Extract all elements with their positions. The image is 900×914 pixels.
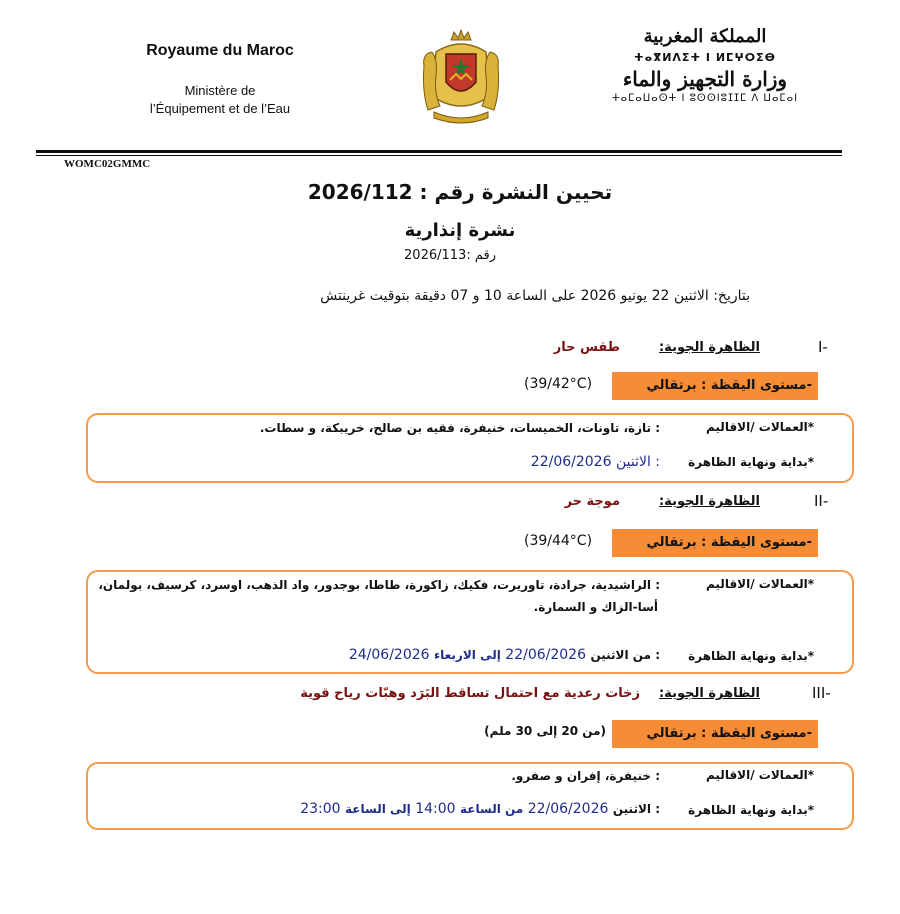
section-3-level-label: -مستوى اليقظة : برتقالي <box>646 726 812 741</box>
header-fr-ministry-line2: l’Équipement et de l’Eau <box>149 101 291 116</box>
section-1-level-box <box>612 372 818 400</box>
bulletin-number: رقم :2026/113 <box>404 248 496 263</box>
header-rule-thin <box>36 155 842 156</box>
section-2-level-box <box>612 529 818 557</box>
section-3-period-prefix: : الاثنين <box>612 802 660 816</box>
bulletin-date: بتاريخ: الاثنين 22 يونيو 2026 على الساعة 10 و 07 دقيقة بتوقيت غرينتش <box>320 288 750 304</box>
section-2-number: II- <box>814 492 829 510</box>
section-3-phenomenon-value: زخات رعدية مع احتمال تساقط البَرَد وهبّات رياح قوية <box>300 686 640 701</box>
section-1-level-label: -مستوى اليقظة : برتقالي <box>646 378 812 393</box>
section-2-level-label: -مستوى اليقظة : برتقالي <box>646 535 812 550</box>
header-ar-ministry: وزارة التجهيز والماء <box>622 67 788 91</box>
section-3-level-box <box>612 720 818 748</box>
section-1-level-value: (39/42°C) <box>524 376 593 392</box>
section-3-prefectures-value: : خنيفرة، إفران و صفرو. <box>511 769 660 783</box>
section-3-period-time1: 14:00 <box>415 801 456 817</box>
header-tifinagh-ministry: ⵜⴰⵎⴰⵡⴰⵙⵜ ⵏ ⵓⵙⵙⵏⵓⵊⵊⵎ ⴷ ⵡⴰⵎⴰⵏ <box>611 93 799 104</box>
bulletin-type-title: نشرة إنذارية <box>404 220 516 241</box>
section-1-prefectures-label: *العمالات /الاقاليم <box>706 420 814 434</box>
section-2-prefectures-value-line1: : الراشيدية، جرادة، تاوريرت، فكيك، زاكورة، طاطا، بوجدور، واد الذهب، اوسرد، كرسيف، بولمان، <box>98 578 660 592</box>
section-2-period-prefix: : من الاثنين <box>590 648 660 662</box>
header-rule-thick <box>36 150 842 153</box>
section-3-period-value <box>300 801 660 817</box>
section-1-phenomenon-label: الظاهرة الجوية: <box>658 340 760 355</box>
section-2-period-label: *بداية ونهاية الظاهرة <box>688 649 814 663</box>
section-3-prefectures-label: *العمالات /الاقاليم <box>706 768 814 782</box>
section-3-period-label: *بداية ونهاية الظاهرة <box>688 803 814 817</box>
section-2-prefectures-value-line2: أسا-الزاك و السمارة. <box>533 600 658 614</box>
section-3-period-mid1: من الساعة <box>460 802 524 816</box>
coat-of-arms-emblem-icon <box>418 26 504 126</box>
header-ar-country: المملكة المغربية <box>643 26 767 47</box>
section-2-phenomenon-label: الظاهرة الجوية: <box>658 494 760 509</box>
section-2-period-start: 22/06/2026 <box>505 647 586 663</box>
section-3-phenomenon-label: الظاهرة الجوية: <box>658 686 760 701</box>
section-3-period-start: 22/06/2026 <box>527 801 609 817</box>
section-3-level-value: (من 20 إلى 30 ملم) <box>484 724 606 738</box>
header-ar-block <box>605 26 805 104</box>
section-1-prefectures-value: : تازة، تاونات، الخميسات، خنيفرة، فقيه بن صالح، خريبكة، و سطات. <box>259 421 660 435</box>
header-fr-ministry <box>100 82 340 118</box>
section-1-period-value: : الاثنين 22/06/2026 <box>530 454 660 470</box>
section-2-phenomenon-value: موجة حر <box>564 494 620 509</box>
section-2-period-mid: إلى الاربعاء <box>434 648 501 662</box>
section-3-period-mid2: إلى الساعة <box>345 802 411 816</box>
header-fr-country: Royaume du Maroc <box>146 42 294 59</box>
header-fr-ministry-line1: Ministère de <box>184 83 256 98</box>
section-2-level-value: (39/44°C) <box>524 533 593 549</box>
section-1-phenomenon-value: طقس حار <box>553 340 620 355</box>
section-2-period-value <box>349 647 660 663</box>
section-1-period-label: *بداية ونهاية الظاهرة <box>688 455 814 469</box>
bulletin-update-title: تحيين النشرة رقم : 2026/112 <box>307 180 613 204</box>
section-3-period-time2: 23:00 <box>300 801 341 817</box>
section-3-number: III- <box>812 684 831 702</box>
section-2-period-end: 24/06/2026 <box>348 647 430 663</box>
section-1-number: I- <box>818 338 828 356</box>
section-2-prefectures-label: *العمالات /الاقاليم <box>706 577 814 591</box>
header-tifinagh-country: ⵜⴰⴳⵍⴷⵉⵜ ⵏ ⵍⵎⵖⵔⵉⴱ <box>633 51 776 64</box>
document-reference: WOMC02GMMC <box>64 158 151 170</box>
